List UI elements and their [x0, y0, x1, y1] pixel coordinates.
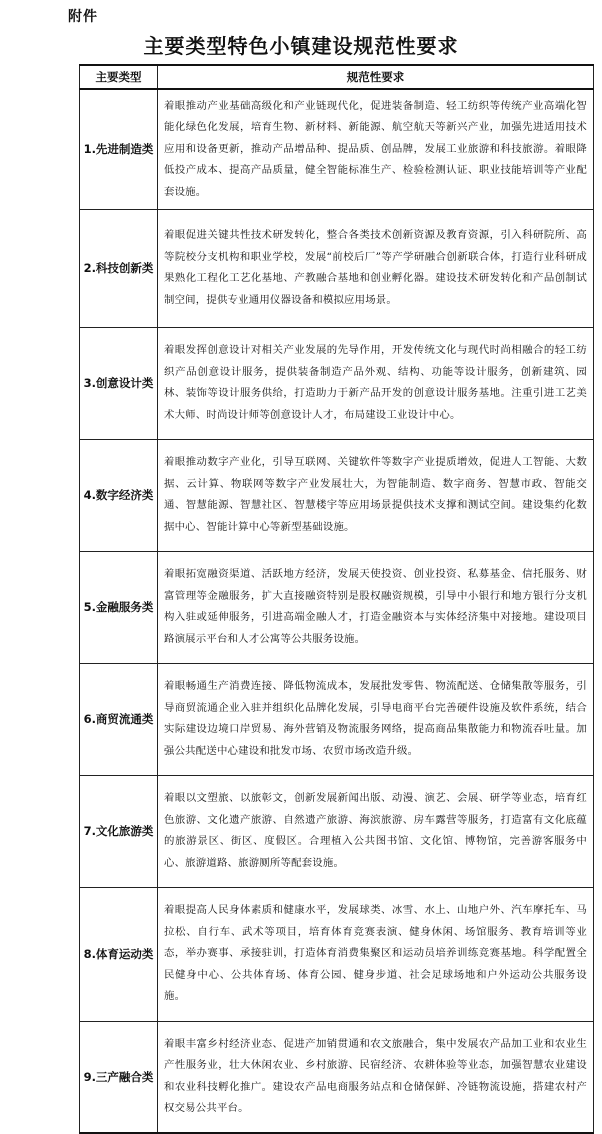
- table-row: [80, 327, 594, 439]
- row-type: 6.商贸流通类: [80, 663, 158, 775]
- table-row: [80, 663, 594, 775]
- row-type: 5.金融服务类: [80, 551, 158, 663]
- row-requirement: 着眼促进关键共性技术研发转化，整合各类技术创新资源及教育资源，引入科研院所、高等院校分支机构和职业学校，发展“前校后厂”等产学研融合创新联合体，打造行业科研成果熟化工程化工艺化基地、产教融合基地和创业孵化器。建设技术研发转化和产品创制试制空间，提供专业通用仪器设备和模拟应用场景。: [158, 209, 594, 327]
- row-requirement: 着眼以文塑旅、以旅彰文，创新发展新闻出版、动漫、演艺、会展、研学等业态，培育红色旅游、文化遗产旅游、自然遗产旅游、海滨旅游、房车露营等服务，打造富有文化底蕴的旅游景区、街区、度假区。合理植入公共图书馆、文化馆、博物馆，完善游客服务中心、旅游道路、旅游厕所等配套设施。: [158, 775, 594, 887]
- row-requirement: 着眼提高人民身体素质和健康水平，发展球类、冰雪、水上、山地户外、汽车摩托车、马拉松、自行车、武术等项目，培育体育竞赛表演、健身休闲、场馆服务、教育培训等业态，举办赛事、承接驻训，打造体育消费集聚区和运动员培养训练竞赛基地。科学配置全民健身中心、公共体育场、体育公园、健身步道、社会足球场地和户外运动公共服务设施。: [158, 887, 594, 1021]
- row-requirement: 着眼畅通生产消费连接、降低物流成本，发展批发零售、物流配送、仓储集散等服务，引导商贸流通企业入驻并组织化品牌化发展，引导电商平台完善硬件设施及软件系统，结合实际建设边境口岸贸易、海外营销及物流服务网络，提高商品集散能力和物流吞吐量。加强公共配送中心建设和批发市场、农贸市场改造升级。: [158, 663, 594, 775]
- row-type: 3.创意设计类: [80, 327, 158, 439]
- row-type: 2.科技创新类: [80, 209, 158, 327]
- row-requirement: 着眼丰富乡村经济业态、促进产加销贯通和农文旅融合，集中发展农产品加工业和农业生产性服务业，壮大休闲农业、乡村旅游、民宿经济、农耕体验等业态，加强智慧农业建设和农业科技孵化推广。建设农产品电商服务站点和仓储保鲜、冷链物流设施，搭建农村产权交易公共平台。: [158, 1021, 594, 1133]
- page-title: 主要类型特色小镇建设规范性要求: [143, 34, 459, 58]
- table-row: [80, 551, 594, 663]
- header-type: 主要类型: [80, 65, 158, 89]
- row-type: 7.文化旅游类: [80, 775, 158, 887]
- table-header-row: [80, 65, 594, 89]
- table-row: [80, 209, 594, 327]
- table-row: [80, 1021, 594, 1133]
- row-type: 1.先进制造类: [80, 89, 158, 209]
- row-requirement: 着眼拓宽融资渠道、活跃地方经济，发展天使投资、创业投资、私募基金、信托服务、财富管理等金融服务，扩大直接融资特别是股权融资规模，引导中小银行和地方银行分支机构入驻或延伸服务，引进高端金融人才，打造金融资本与实体经济集中对接地。建设项目路演展示平台和人才公寓等公共服务设施。: [158, 551, 594, 663]
- table-row: [80, 887, 594, 1021]
- row-type: 9.三产融合类: [80, 1021, 158, 1133]
- row-type: 4.数字经济类: [80, 439, 158, 551]
- row-requirement: 着眼发挥创意设计对相关产业发展的先导作用，开发传统文化与现代时尚相融合的轻工纺织产品创意设计服务，提供装备制造产品外观、结构、功能等设计服务，创新建筑、园林、装饰等设计服务供给，打造助力于新产品开发的创意设计服务基地。注重引进工艺美术大师、时尚设计师等创意设计人才，布局建设工业设计中心。: [158, 327, 594, 439]
- row-requirement: 着眼推动产业基础高级化和产业链现代化，促进装备制造、轻工纺织等传统产业高端化智能化绿色化发展，培育生物、新材料、新能源、航空航天等新兴产业，加强先进适用技术应用和设备更新，推动产品增品种、提品质、创品牌，发展工业旅游和科技旅游。着眼降低投产成本、提高产品质量，健全智能标准生产、检验检测认证、职业技能培训等产业配套设施。: [158, 89, 594, 209]
- requirements-table: [79, 64, 594, 1134]
- table-row: [80, 775, 594, 887]
- header-requirement: 规范性要求: [158, 65, 594, 89]
- row-requirement: 着眼推动数字产业化，引导互联网、关键软件等数字产业提质增效，促进人工智能、大数据、云计算、物联网等数字产业发展壮大，为智能制造、数字商务、智慧市政、智能交通、智慧能源、智慧社区、智慧楼宇等应用场景提供技术支撑和测试空间。建设集约化数据中心、智能计算中心等新型基础设施。: [158, 439, 594, 551]
- table-row: [80, 89, 594, 209]
- row-type: 8.体育运动类: [80, 887, 158, 1021]
- attachment-label: 附件: [68, 9, 98, 25]
- table-row: [80, 439, 594, 551]
